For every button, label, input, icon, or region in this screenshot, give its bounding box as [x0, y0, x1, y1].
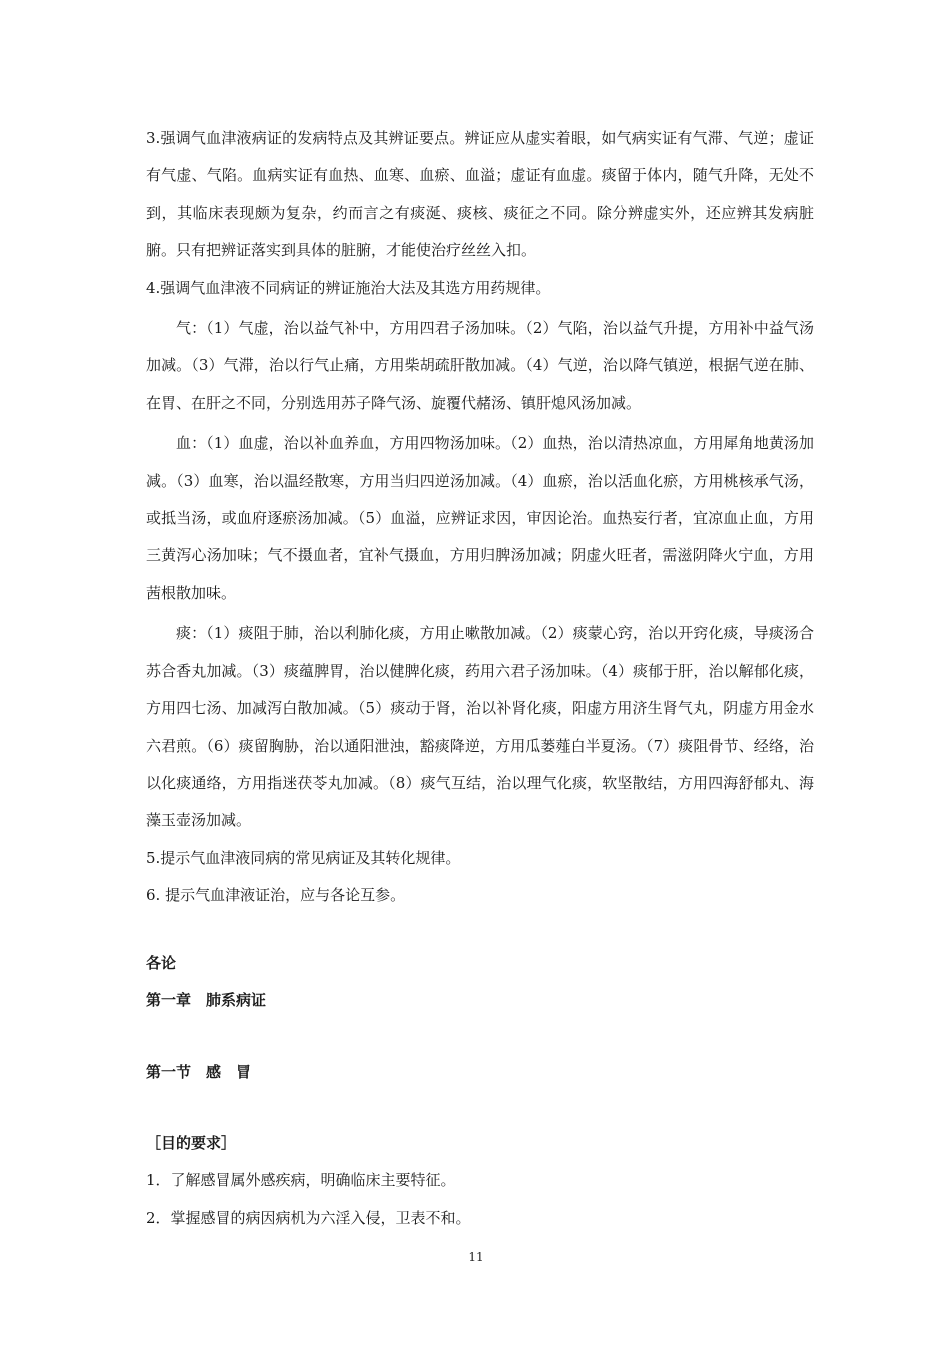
part-heading: 各论 — [146, 953, 177, 972]
paragraph-4: 4.强调气血津液不同病证的辨证施治大法及其选方用药规律。 — [146, 278, 551, 297]
paragraph-xue: 血：（1）血虚，治以补血养血，方用四物汤加味。（2）血热，治以清热凉血，方用犀角地黄汤加减。（3）血寒，治以温经散寒，方用当归四逆汤加减。（4）血瘀，治以活血化瘀，方用桃核承气汤，或抵当汤，或血府逐瘀汤加减。（5）血溢，应辨证求因，审因论治。血热妄行者，宜凉血止血，方用三黄泻心汤加味；气不摄血者，宜补气摄血，方用归脾汤加减；阴虚火旺者，需滋阴降火宁血，方用茜根散加味。 — [146, 434, 814, 602]
page-number: 11 — [468, 1250, 484, 1264]
section-heading: 第一节 感 冒 — [146, 1063, 252, 1082]
page-content — [146, 120, 814, 1237]
paragraph-6: 6. 提示气血津液证治，应与各论互参。 — [146, 886, 406, 905]
chapter-heading: 第一章 肺系病证 — [146, 990, 267, 1009]
objectives-heading: ［目的要求］ — [146, 1133, 237, 1152]
objective-item-1: 1．了解感冒属外感疾病，明确临床主要特征。 — [146, 1171, 456, 1190]
paragraph-5: 5.提示气血津液同病的常见病证及其转化规律。 — [146, 848, 461, 867]
paragraph-tan: 痰：（1）痰阻于肺，治以利肺化痰，方用止嗽散加减。（2）痰蒙心窍，治以开窍化痰，导痰汤合苏合香丸加减。（3）痰蕴脾胃，治以健脾化痰，药用六君子汤加味。（4）痰郁于肝，治以解郁化痰，方用四七汤、加减泻白散加减。（5）痰动于肾，治以补肾化痰，阳虚方用济生肾气丸，阴虚方用金水六君煎。（6）痰留胸胁，治以通阳泄浊，豁痰降逆，方用瓜蒌薤白半夏汤。（7）痰阻骨节、经络，治以化痰通络，方用指迷茯苓丸加减。（8）痰气互结，治以理气化痰，软坚散结，方用四海舒郁丸、海藻玉壶汤加减。 — [146, 624, 814, 830]
objective-item-2: 2．掌握感冒的病因病机为六淫入侵，卫表不和。 — [146, 1208, 471, 1227]
paragraph-3: 3.强调气血津液病证的发病特点及其辨证要点。辨证应从虚实着眼，如气病实证有气滞、气逆；虚证有气虚、气陷。血病实证有血热、血寒、血瘀、血溢；虚证有血虚。痰留于体内，随气升降，无处不到，其临床表现颇为复杂，约而言之有痰涎、痰核、痰征之不同。除分辨虚实外，还应辨其发病脏腑。只有把辨证落实到具体的脏腑，才能使治疗丝丝入扣。 — [146, 129, 814, 260]
paragraph-qi: 气：（1）气虚，治以益气补中，方用四君子汤加味。（2）气陷，治以益气升提，方用补中益气汤加减。（3）气滞，治以行气止痛，方用柴胡疏肝散加减。（4）气逆，治以降气镇逆，根据气逆在肺、在胃、在肝之不同，分别选用苏子降气汤、旋覆代赭汤、镇肝熄风汤加减。 — [146, 319, 814, 412]
